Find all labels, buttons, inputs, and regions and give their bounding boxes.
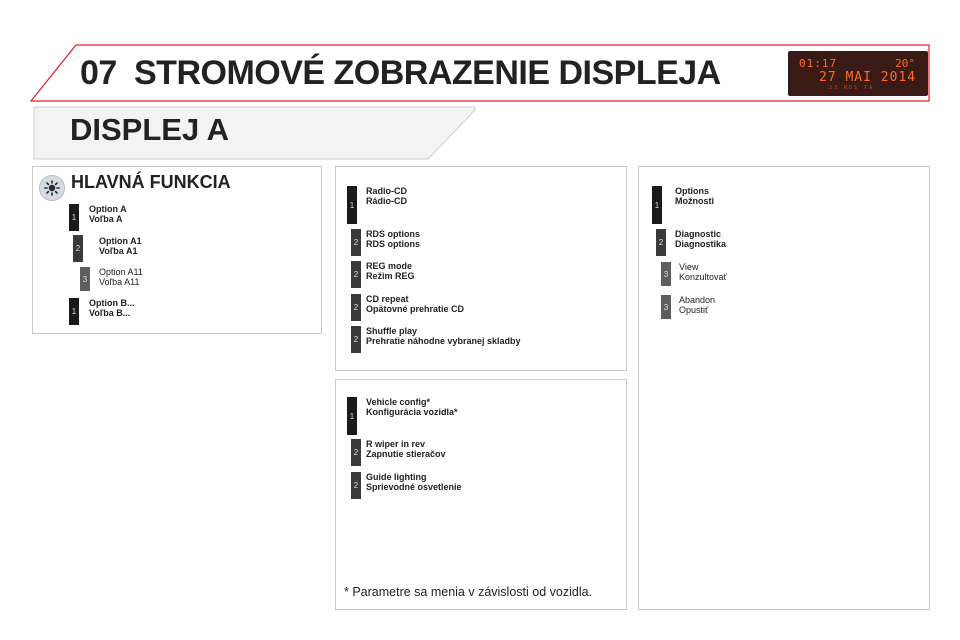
item-label-sk: Voľba B... — [89, 308, 131, 318]
item-label-en: Option B... — [89, 298, 135, 308]
menu-item-radio-cd — [366, 186, 407, 206]
menu-item-vehicle-config — [366, 397, 458, 417]
item-label-sk: Voľba A11 — [99, 277, 140, 287]
lcd-time: 01:17 — [799, 57, 838, 70]
item-label-en: RDS options — [366, 229, 420, 239]
item-label-en: Option A — [89, 204, 127, 214]
menu-item-option-a — [89, 204, 127, 224]
gear-icon — [39, 175, 65, 201]
footnote: * Parametre sa menia v závislosti od vozidla. — [344, 585, 593, 599]
level-marker: 1 — [652, 186, 662, 224]
item-label-sk: RDS options — [366, 239, 420, 249]
item-label-en: Diagnostic — [675, 229, 722, 239]
item-label-en: View — [679, 262, 699, 272]
menu-item-option-a1 — [99, 236, 142, 256]
level-marker: 2 — [656, 229, 666, 256]
lcd-temperature: 20° — [895, 57, 915, 70]
menu-item-abandon — [679, 295, 715, 315]
lcd-status: 23 RDS TA — [829, 85, 875, 91]
level-marker: 3 — [80, 267, 90, 291]
chapter-number: 07 — [80, 54, 117, 92]
item-label-en: R wiper in rev — [366, 439, 426, 449]
menu-item-guide-lighting — [366, 472, 462, 492]
level-marker: 2 — [351, 229, 361, 256]
menu-item-rear-wiper — [366, 439, 446, 459]
item-label-en: Vehicle config* — [366, 397, 431, 407]
item-label-en: Guide lighting — [366, 472, 427, 482]
menu-item-diagnostic — [675, 229, 726, 249]
lcd-date: 27 MAI 2014 — [819, 70, 917, 85]
item-label-sk: Prehratie náhodne vybranej skladby — [366, 336, 521, 346]
level-marker: 1 — [347, 186, 357, 224]
level-marker: 1 — [69, 298, 79, 325]
item-label-sk: Voľba A1 — [99, 246, 138, 256]
item-label-en: REG mode — [366, 261, 413, 271]
item-label-sk: Sprievodné osvetlenie — [366, 482, 462, 492]
level-marker: 2 — [351, 326, 361, 353]
item-label-en: Radio-CD — [366, 186, 407, 196]
level-marker: 3 — [661, 295, 671, 319]
menu-item-view — [679, 262, 727, 282]
level-marker: 3 — [661, 262, 671, 286]
item-label-sk: Opustiť — [679, 305, 709, 315]
menu-item-reg-mode — [366, 261, 415, 281]
item-label-sk: Zapnutie stieračov — [366, 449, 446, 459]
section-title: DISPLEJ A — [70, 112, 230, 147]
lcd-display — [788, 51, 928, 96]
level-marker: 1 — [347, 397, 357, 435]
item-label-en: Abandon — [679, 295, 716, 305]
item-label-en: Shuffle play — [366, 326, 418, 336]
level-marker: 2 — [73, 235, 83, 262]
item-label-sk: Rádio-CD — [366, 196, 407, 206]
item-label-en: Options — [675, 186, 709, 196]
item-label-sk: Konfigurácia vozidla* — [366, 407, 458, 417]
item-label-sk: Možnosti — [675, 196, 714, 206]
level-marker: 1 — [69, 204, 79, 231]
menu-item-cd-repeat — [366, 294, 464, 314]
item-label-sk: Diagnostika — [675, 239, 727, 249]
page-title: STROMOVÉ ZOBRAZENIE DISPLEJA — [134, 54, 721, 92]
level-marker: 2 — [351, 472, 361, 499]
level-marker: 2 — [351, 439, 361, 466]
level-marker: 2 — [351, 294, 361, 321]
menu-item-option-b — [89, 298, 135, 318]
item-label-sk: Opätovné prehratie CD — [366, 304, 465, 314]
item-label-sk: Režim REG — [366, 271, 415, 281]
item-label-sk: Voľba A — [89, 214, 123, 224]
item-label-en: CD repeat — [366, 294, 409, 304]
item-label-sk: Konzultovať — [679, 272, 727, 282]
item-label-en: Option A11 — [99, 267, 143, 277]
menu-item-shuffle-play — [366, 326, 521, 346]
item-label-en: Option A1 — [99, 236, 142, 246]
main-function-heading: HLAVNÁ FUNKCIA — [71, 172, 231, 192]
level-marker: 2 — [351, 261, 361, 288]
menu-item-option-a11 — [99, 267, 143, 287]
menu-item-rds-options — [366, 229, 420, 249]
menu-item-options — [675, 186, 714, 206]
